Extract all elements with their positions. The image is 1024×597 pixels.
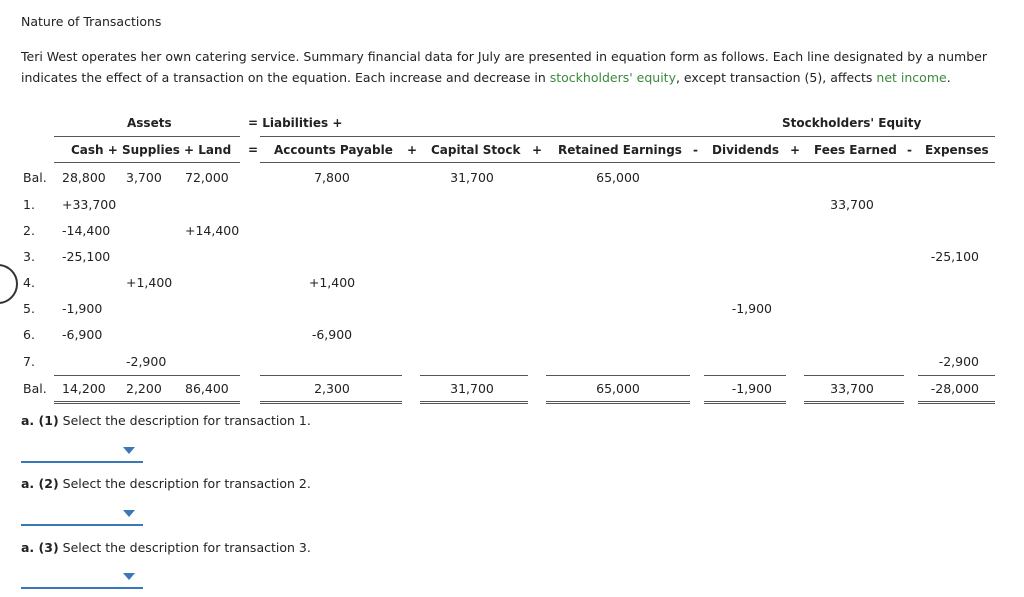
table-cell-cash: -6,900 xyxy=(62,327,103,342)
intro-text-3: . xyxy=(946,70,951,85)
table-cell-exp: -25,100 xyxy=(930,249,979,264)
question-number: a. (3) xyxy=(21,540,59,555)
question-1 xyxy=(21,413,311,428)
intro-text-1: Teri West operates her own catering service. Summary financial data for July are presented in equation form as follows. Each line designated by a number indicates the effect of a transaction on the equation. Each increase and decrease in xyxy=(21,49,987,85)
row-label: Bal. xyxy=(23,170,47,185)
table-cell-cs: 31,700 xyxy=(450,170,494,185)
minus-sign: - xyxy=(907,143,912,157)
table-cell-ap: +1,400 xyxy=(308,275,356,290)
row-label: 2. xyxy=(23,223,35,238)
dividends-header: Dividends xyxy=(712,143,780,157)
question-text: Select the description for transaction 2. xyxy=(62,476,311,491)
table-cell-supplies: +1,400 xyxy=(126,275,173,290)
decorative-circle xyxy=(0,264,18,304)
table-cell-land: +14,400 xyxy=(185,223,240,238)
question-text: Select the description for transaction 3. xyxy=(62,540,311,555)
chevron-down-icon xyxy=(123,447,135,454)
expenses-header: Expenses xyxy=(925,143,989,157)
table-cell-supplies: 2,200 xyxy=(126,381,162,396)
table-cell-ap: -6,900 xyxy=(311,327,353,342)
transaction-3-dropdown[interactable] xyxy=(21,573,143,589)
table-cell-supplies: 3,700 xyxy=(126,170,162,185)
stockholders-equity-link[interactable]: stockholders' equity xyxy=(549,70,676,85)
chevron-down-icon xyxy=(123,573,135,580)
row-label: 7. xyxy=(23,354,35,369)
intro-text-2: , except transaction (5), affects xyxy=(675,70,877,85)
assets-columns-header: Cash + Supplies + Land xyxy=(71,143,232,157)
retained-earnings-header: Retained Earnings xyxy=(558,143,682,157)
question-number: a. (1) xyxy=(21,413,59,428)
fees-earned-header: Fees Earned xyxy=(814,143,897,157)
question-3 xyxy=(21,540,311,555)
table-cell-land: 72,000 xyxy=(185,170,229,185)
question-text: Select the description for transaction 1. xyxy=(62,413,311,428)
table-cell-div: -1,900 xyxy=(731,301,772,316)
page-title: Nature of Transactions xyxy=(21,14,162,29)
table-cell-re: 65,000 xyxy=(596,170,640,185)
transaction-2-dropdown[interactable] xyxy=(21,510,143,526)
chevron-down-icon xyxy=(123,510,135,517)
table-cell-exp: -2,900 xyxy=(938,354,979,369)
table-cell-ap: 2,300 xyxy=(314,381,350,396)
table-cell-re: 65,000 xyxy=(596,381,640,396)
table-cell-fees: 33,700 xyxy=(830,381,874,396)
capital-stock-header: Capital Stock xyxy=(431,143,521,157)
assets-header: Assets xyxy=(127,116,172,130)
plus-sign: + xyxy=(790,143,801,157)
table-cell-cash: 14,200 xyxy=(62,381,106,396)
row-label: 5. xyxy=(23,301,35,316)
minus-sign: - xyxy=(693,143,698,157)
equals-sign: = xyxy=(248,143,259,157)
table-cell-cash: -1,900 xyxy=(62,301,103,316)
liabilities-header: = Liabilities + xyxy=(248,116,343,130)
row-label: 3. xyxy=(23,249,35,264)
intro-paragraph xyxy=(21,46,1011,88)
plus-sign: + xyxy=(532,143,543,157)
accounts-payable-header: Accounts Payable xyxy=(274,143,393,157)
net-income-link[interactable]: net income xyxy=(876,70,947,85)
table-cell-fees: 33,700 xyxy=(830,197,874,212)
transaction-1-dropdown[interactable] xyxy=(21,447,143,463)
table-cell-exp: -28,000 xyxy=(930,381,979,396)
table-cell-cash: 28,800 xyxy=(62,170,106,185)
row-label: 6. xyxy=(23,327,35,342)
table-cell-ap: 7,800 xyxy=(314,170,350,185)
table-cell-cash: -14,400 xyxy=(62,223,111,238)
equity-header: Stockholders' Equity xyxy=(782,116,922,130)
table-cell-cs: 31,700 xyxy=(450,381,494,396)
row-label: 4. xyxy=(23,275,35,290)
table-cell-cash: +33,700 xyxy=(62,197,117,212)
table-cell-supplies: -2,900 xyxy=(126,354,167,369)
question-2 xyxy=(21,476,311,491)
table-cell-cash: -25,100 xyxy=(62,249,111,264)
table-cell-land: 86,400 xyxy=(185,381,229,396)
table-cell-div: -1,900 xyxy=(731,381,772,396)
plus-sign: + xyxy=(407,143,418,157)
row-label: Bal. xyxy=(23,381,47,396)
row-label: 1. xyxy=(23,197,35,212)
question-number: a. (2) xyxy=(21,476,59,491)
